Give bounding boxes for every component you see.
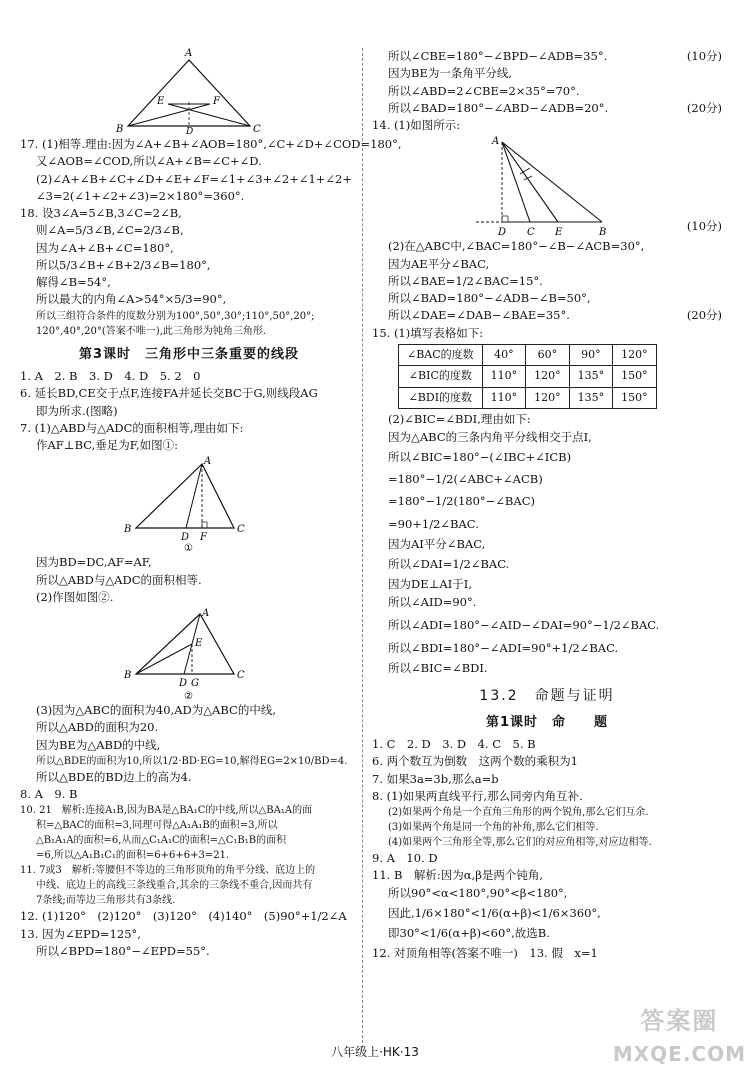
answer-line: (2)作图如图②. — [36, 589, 114, 604]
answer-line: 则∠A=5/3∠B,∠C=2/3∠B, — [36, 223, 184, 238]
table-cell: 150° — [613, 387, 657, 409]
answer-line — [372, 290, 722, 307]
answer-line: =6,所以△A₁B₁C₁的面积=6+6+6+3=21. — [36, 850, 230, 862]
score-mark: (20分) — [686, 100, 722, 115]
fig-label: E — [157, 96, 165, 107]
figure-3-wrap — [372, 134, 722, 238]
answer-line: △B₁A₁A的面积=6,从而△C₁A₁C的面积=△C₁B₁B的面积 — [36, 835, 287, 847]
answer-line: 7. 如果3a=3b,那么a=b — [372, 771, 499, 786]
figure-caption: ② — [184, 691, 193, 700]
fig-label: D — [498, 227, 507, 239]
lesson-heading: 第1课时 命 题 — [485, 714, 609, 730]
answer-line — [372, 238, 722, 255]
answer-text: 所以∠CBE=180°−∠BPD−∠ADB=35°. — [388, 49, 608, 63]
right-column — [372, 48, 722, 963]
answer-line: 12. (1)120° (2)120° (3)120° (4)140° (5)90°+1/2∠A — [20, 909, 347, 924]
table-cell: 120° — [613, 344, 657, 366]
answer-line — [372, 307, 722, 324]
answer-line: (3)如果两个角是同一个角的补角,那么它们相等. — [388, 822, 599, 833]
fig-label: C — [237, 524, 245, 536]
answer-line: 即为所求.(图略) — [36, 403, 118, 418]
answer-line: 9. A 10. D — [372, 851, 438, 865]
answer-line: 12. 对顶角相等(答案不唯一) 13. 假 x=1 — [372, 946, 598, 961]
answer-line: (2)如果两个角是一个直角三角形的两个锐角,那么它们互余. — [388, 807, 649, 818]
answer-line: 因为BD=DC,AF=AF, — [36, 555, 152, 570]
table-row — [399, 387, 657, 409]
answer-line: (2)∠A+∠B+∠C+∠D+∠E+∠F=∠1+∠3+∠2+∠1+∠2+ — [36, 171, 353, 186]
answer-line: 所以∠AID=90°. — [388, 594, 477, 609]
table-cell: 40° — [482, 344, 526, 366]
answer-text: 因为BE为一条角平分线, — [388, 66, 513, 81]
figure-1 — [124, 456, 254, 552]
table-cell: ∠BDI的度数 — [399, 387, 483, 409]
answer-line: 13. 因为∠EPD=125°, — [20, 926, 141, 941]
fig-label: A — [185, 48, 193, 59]
table-row — [399, 366, 657, 388]
watermark-text-bottom: MXQE.COM — [612, 1042, 746, 1066]
table-cell: 90° — [569, 344, 613, 366]
answer-text: 所以∠DAE=∠DAB−∠BAE=35°. — [388, 308, 570, 323]
answer-line: 所以∠DAI=1/2∠BAC. — [388, 557, 510, 571]
watermark-logo — [613, 1003, 746, 1069]
answer-line — [372, 256, 722, 273]
left-column — [20, 40, 402, 960]
answer-line: ∠3=2(∠1+∠2+∠3)=2×180°=360°. — [36, 188, 245, 203]
fig-label: A — [202, 608, 210, 619]
answer-line: 17. (1)相等.理由:因为∠A+∠B+∠AOB=180°,∠C+∠D+∠COD=180°, — [20, 137, 402, 151]
answer-line — [372, 273, 722, 290]
figure-3 — [472, 134, 632, 238]
answer-line: 即30°<1/6(α+β)<60°,故选B. — [388, 926, 550, 940]
answer-line: 所以△BDE的BD边上的高为4. — [36, 769, 192, 784]
answer-line — [372, 325, 722, 342]
answer-line — [372, 83, 722, 100]
answer-line: 7. (1)△ABD与△ADC的面积相等,理由如下: — [20, 420, 244, 435]
answer-line: 所以∠BDI=180°−∠ADI=90°+1/2∠BAC. — [388, 641, 619, 655]
answer-line: 7条线;而等边三角形共有3条线. — [36, 895, 176, 907]
answer-line: 所以∠ADI=180°−∠AID−∠DAI=90°−1/2∠BAC. — [388, 617, 660, 632]
answer-line: 8. A 9. B — [20, 787, 78, 801]
fig-label: C — [253, 124, 261, 134]
answer-line: 120°,40°,20°(答案不唯一),此三角形为钝角三角形. — [36, 325, 267, 337]
answer-line: 中线、底边上的高线三条线重合,其余的三条线不重合,因而共有 — [36, 880, 313, 892]
score-mark: (10分) — [686, 219, 722, 234]
table-cell: ∠BAC的度数 — [399, 344, 483, 366]
answer-line: 11. 7或3 解析:等腰但不等边的三角形顶角的角平分线、底边上的 — [20, 865, 316, 877]
answer-line: =180°−1/2(180°−∠BAC) — [388, 494, 535, 509]
figure-2 — [124, 608, 254, 700]
answer-line: (2)∠BIC=∠BDI,理由如下: — [388, 412, 531, 427]
answer-line: 10. 21 解析:连接A₁B,因为BA是△BA₁C的中线,所以△BA₁A的面 — [20, 805, 313, 817]
answer-text: 15. (1)填写表格如下: — [372, 325, 484, 340]
answer-text: 所以∠BAE=1/2∠BAC=15°. — [388, 273, 543, 288]
table-cell: 110° — [482, 366, 526, 388]
answer-line: (4)如果两个三角形全等,那么它们的对应角相等,对应边相等. — [388, 837, 652, 848]
answer-line: 18. 设3∠A=5∠B,3∠C=2∠B, — [20, 206, 182, 220]
answer-line: 所以△BDE的面积为10,所以1/2·BD·EG=10,解得EG=2×10/BD=4. — [36, 755, 348, 767]
answer-line: 所以∠BIC=∠BDI. — [388, 661, 488, 676]
answer-line: 所以5/3∠B+∠B+2/3∠B=180°, — [36, 257, 211, 272]
answer-line: 8. (1)如果两直线平行,那么同旁内角互补. — [372, 788, 583, 803]
fig-label: B — [124, 524, 132, 536]
answer-line: 所以△ABD的面积为20. — [36, 720, 159, 735]
figure-caption: ① — [184, 543, 193, 553]
answer-line: 解得∠B=54°, — [36, 275, 111, 289]
answer-line — [372, 117, 722, 134]
answer-line: 所以90°<α<180°,90°<β<180°, — [388, 885, 568, 900]
answer-text: 所以∠BAD=180°−∠ADB−∠B=50°, — [388, 291, 591, 305]
fig-label: E — [195, 638, 203, 649]
fig-label: B — [124, 670, 132, 681]
fig-label: F — [213, 96, 220, 107]
answer-text: 所以∠ABD=2∠CBE=2×35°=70°. — [388, 83, 580, 98]
watermark-text-top: 答案圈 — [640, 1007, 719, 1035]
answer-line: 作AF⊥BC,垂足为F,如图①: — [36, 438, 179, 452]
section-title: 13.2 命题与证明 — [479, 687, 615, 704]
score-mark: (10分) — [686, 49, 722, 63]
column-divider — [362, 48, 363, 1048]
answer-line: 1. A 2. B 3. D 4. D 5. 2 0 — [20, 369, 201, 383]
lesson-heading: 第3课时 三角形中三条重要的线段 — [78, 346, 300, 362]
answer-line: 6. 延长BD,CE交于点F,连接FA并延长交BC于G,则线段AG — [20, 386, 318, 401]
fig-label: D — [179, 678, 188, 689]
answer-line: 1. C 2. D 3. D 4. C 5. B — [372, 737, 536, 751]
answer-line — [372, 100, 722, 117]
answer-line: 因为DE⊥AI于I, — [388, 577, 472, 592]
table-cell: 110° — [482, 387, 526, 409]
answer-text: (2)在△ABC中,∠BAC=180°−∠B−∠ACB=30°, — [388, 239, 645, 254]
answer-line — [372, 48, 722, 65]
table-cell: ∠BIC的度数 — [399, 366, 483, 388]
fig-label: C — [527, 227, 535, 239]
answer-text: 所以∠BAD=180°−∠ABD−∠ADB=20°. — [388, 100, 609, 115]
answer-text: 因为AE平分∠BAC, — [388, 256, 490, 271]
answer-line: 所以三组符合条件的度数分别为100°,50°,30°;110°,50°,20°; — [36, 310, 315, 322]
table-cell: 120° — [526, 387, 570, 409]
fig-label: E — [555, 227, 563, 239]
triangle-figure-abc — [114, 42, 264, 134]
answer-line: 因为AI平分∠BAC, — [388, 536, 486, 551]
answer-line: 因为BE为△ABD的中线, — [36, 737, 161, 752]
table-cell: 120° — [526, 366, 570, 388]
fig-label: G — [191, 678, 199, 689]
fig-label: D — [181, 532, 190, 544]
table-cell: 60° — [526, 344, 570, 366]
answer-line: 所以∠BPD=180°−∠EPD=55°. — [36, 943, 210, 958]
answer-line — [372, 65, 722, 82]
answer-line: 11. B 解析:因为α,β是两个钝角, — [372, 868, 543, 883]
answer-line: =90+1/2∠BAC. — [388, 516, 479, 531]
answer-line: 所以∠BIC=180°−(∠IBC+∠ICB) — [388, 449, 572, 464]
answer-line: 所以最大的内角∠A>54°×5/3=90°, — [36, 292, 227, 307]
table-cell: 135° — [569, 387, 613, 409]
answer-line: 又∠AOB=∠COD,所以∠A+∠B=∠C+∠D. — [36, 154, 262, 169]
answer-line: 积=△BAC的面积=3,同理可得△A₁A₁B的面积=3,所以 — [36, 820, 278, 832]
fig-label: C — [237, 670, 245, 681]
fig-label: B — [116, 124, 124, 134]
answer-line: 因此,1/6×180°<1/6(α+β)<1/6×360°, — [388, 905, 601, 920]
fig-label: A — [204, 456, 212, 468]
table-cell: 150° — [613, 366, 657, 388]
fig-label: A — [492, 136, 500, 148]
fig-label: B — [599, 227, 607, 239]
table-cell: 135° — [569, 366, 613, 388]
fig-label: F — [200, 532, 207, 544]
answer-line: 因为∠A+∠B+∠C=180°, — [36, 240, 174, 255]
score-mark: (20分) — [686, 308, 722, 323]
angle-table — [398, 344, 657, 410]
table-row — [399, 344, 657, 366]
answer-line: 因为△ABC的三条内角平分线相交于点I, — [388, 429, 592, 444]
answer-line: (3)因为△ABC的面积为40,AD为△ABC的中线, — [36, 703, 276, 717]
answer-line: =180°−1/2(∠ABC+∠ACB) — [388, 472, 543, 486]
answer-line: 所以△ABD与△ADC的面积相等. — [36, 572, 202, 587]
answer-line: 6. 两个数互为倒数 这两个数的乘积为1 — [372, 754, 578, 769]
answer-text: 14. (1)如图所示: — [372, 118, 461, 132]
fig-label: D — [186, 127, 194, 134]
page-footer: 八年级上·HK·13 — [331, 1045, 419, 1059]
